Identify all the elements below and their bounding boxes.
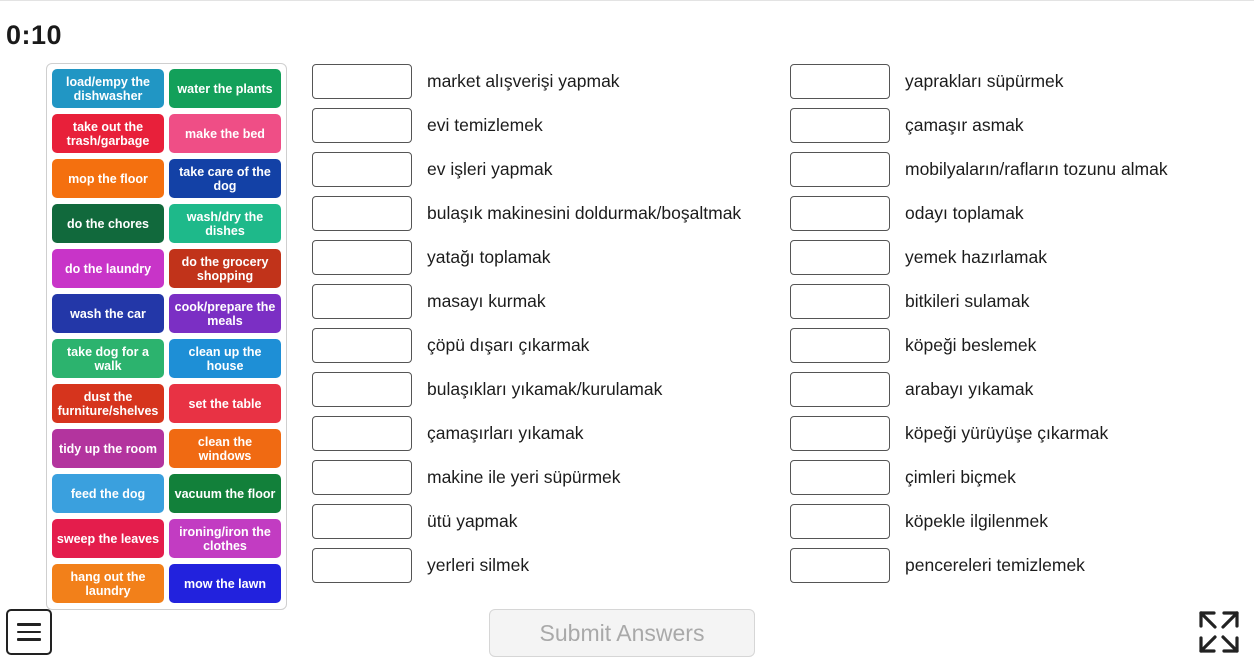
- answer-row: [312, 64, 782, 99]
- answer-row: [790, 108, 1220, 143]
- hamburger-menu-button[interactable]: [6, 609, 52, 655]
- word-tile[interactable]: take care of the dog: [169, 159, 281, 198]
- answer-prompt-label: makine ile yeri süpürmek: [427, 467, 621, 487]
- answer-row: [790, 328, 1220, 363]
- word-tile[interactable]: vacuum the floor: [169, 474, 281, 513]
- answer-prompt-label: bulaşıkları yıkamak/kurulamak: [427, 379, 663, 399]
- answer-drop-zone[interactable]: [790, 240, 890, 275]
- answer-row: [790, 504, 1220, 539]
- answer-drop-zone[interactable]: [312, 64, 412, 99]
- answer-prompt-label: masayı kurmak: [427, 291, 546, 311]
- word-tile[interactable]: tidy up the room: [52, 429, 164, 468]
- answer-drop-zone[interactable]: [312, 372, 412, 407]
- word-tile[interactable]: wash/dry the dishes: [169, 204, 281, 243]
- answer-drop-zone[interactable]: [790, 328, 890, 363]
- word-tile[interactable]: cook/prepare the meals: [169, 294, 281, 333]
- hamburger-menu-icon: [17, 623, 41, 641]
- answer-drop-zone[interactable]: [790, 152, 890, 187]
- answer-row: [312, 284, 782, 319]
- answer-drop-zone[interactable]: [790, 504, 890, 539]
- answer-drop-zone[interactable]: [312, 328, 412, 363]
- answer-prompt-label: mobilyaların/rafların tozunu almak: [905, 159, 1168, 179]
- answers-right-column: [790, 64, 1220, 583]
- word-tile[interactable]: do the chores: [52, 204, 164, 243]
- answer-prompt-label: çimleri biçmek: [905, 467, 1016, 487]
- answer-drop-zone[interactable]: [312, 284, 412, 319]
- answer-drop-zone[interactable]: [312, 152, 412, 187]
- answer-drop-zone[interactable]: [312, 548, 412, 583]
- answer-row: [790, 152, 1220, 187]
- answer-row: [312, 328, 782, 363]
- word-tile[interactable]: feed the dog: [52, 474, 164, 513]
- answer-drop-zone[interactable]: [312, 504, 412, 539]
- answer-prompt-label: odayı toplamak: [905, 203, 1024, 223]
- word-tile[interactable]: mow the lawn: [169, 564, 281, 603]
- answer-prompt-label: ütü yapmak: [427, 511, 518, 531]
- answer-prompt-label: bulaşık makinesini doldurmak/boşaltmak: [427, 203, 742, 223]
- answer-row: [312, 504, 782, 539]
- answer-drop-zone[interactable]: [312, 240, 412, 275]
- answers-left-column: [312, 64, 782, 583]
- answer-prompt-label: ev işleri yapmak: [427, 159, 553, 179]
- answer-prompt-label: çöpü dışarı çıkarmak: [427, 335, 590, 355]
- fullscreen-expand-icon: [1196, 608, 1242, 656]
- word-tile[interactable]: do the grocery shopping: [169, 249, 281, 288]
- answer-drop-zone[interactable]: [790, 284, 890, 319]
- word-tile[interactable]: load/empy the dishwasher: [52, 69, 164, 108]
- answer-row: [312, 416, 782, 451]
- submit-answers-button[interactable]: Submit Answers: [489, 609, 755, 657]
- answer-row: [790, 416, 1220, 451]
- answer-prompt-label: yerleri silmek: [427, 555, 530, 575]
- answer-drop-zone[interactable]: [312, 196, 412, 231]
- answer-prompt-label: çamaşırları yıkamak: [427, 423, 584, 443]
- answer-prompt-label: pencereleri temizlemek: [905, 555, 1085, 575]
- answer-row: [312, 108, 782, 143]
- answer-row: [312, 240, 782, 275]
- answer-row: [790, 284, 1220, 319]
- answer-row: [790, 372, 1220, 407]
- word-tile[interactable]: take out the trash/garbage: [52, 114, 164, 153]
- answer-row: [312, 152, 782, 187]
- timer-display: 0:10: [6, 20, 63, 50]
- answer-row: [312, 372, 782, 407]
- answer-drop-zone[interactable]: [790, 108, 890, 143]
- answer-prompt-label: evi temizlemek: [427, 115, 543, 135]
- answer-prompt-label: yemek hazırlamak: [905, 247, 1047, 267]
- answer-prompt-label: arabayı yıkamak: [905, 379, 1034, 399]
- answer-drop-zone[interactable]: [312, 108, 412, 143]
- word-tile[interactable]: mop the floor: [52, 159, 164, 198]
- answer-prompt-label: köpekle ilgilenmek: [905, 511, 1048, 531]
- word-tile[interactable]: set the table: [169, 384, 281, 423]
- answer-row: [312, 460, 782, 495]
- fullscreen-button[interactable]: [1196, 608, 1242, 656]
- word-tile[interactable]: wash the car: [52, 294, 164, 333]
- answer-drop-zone[interactable]: [312, 416, 412, 451]
- answer-drop-zone[interactable]: [790, 460, 890, 495]
- word-tile[interactable]: dust the furniture/shelves: [52, 384, 164, 423]
- word-tile[interactable]: make the bed: [169, 114, 281, 153]
- answer-drop-zone[interactable]: [790, 64, 890, 99]
- answer-row: [790, 460, 1220, 495]
- answer-row: [790, 548, 1220, 583]
- word-tile[interactable]: sweep the leaves: [52, 519, 164, 558]
- answer-row: [790, 240, 1220, 275]
- answer-prompt-label: market alışverişi yapmak: [427, 71, 620, 91]
- word-tile[interactable]: take dog for a walk: [52, 339, 164, 378]
- word-tile[interactable]: clean the windows: [169, 429, 281, 468]
- top-divider: [0, 0, 1254, 1]
- answer-drop-zone[interactable]: [312, 460, 412, 495]
- answer-prompt-label: bitkileri sulamak: [905, 291, 1030, 311]
- word-tile[interactable]: ironing/iron the clothes: [169, 519, 281, 558]
- answer-row: [790, 196, 1220, 231]
- word-bank-panel: [46, 63, 287, 610]
- answer-row: [312, 196, 782, 231]
- word-tile[interactable]: hang out the laundry: [52, 564, 164, 603]
- answer-drop-zone[interactable]: [790, 372, 890, 407]
- answer-prompt-label: köpeği yürüyüşe çıkarmak: [905, 423, 1109, 443]
- answer-drop-zone[interactable]: [790, 416, 890, 451]
- answer-row: [312, 548, 782, 583]
- answer-prompt-label: köpeği beslemek: [905, 335, 1037, 355]
- word-tile[interactable]: clean up the house: [169, 339, 281, 378]
- word-tile[interactable]: do the laundry: [52, 249, 164, 288]
- answer-prompt-label: yatağı toplamak: [427, 247, 551, 267]
- answer-drop-zone[interactable]: [790, 196, 890, 231]
- word-tile[interactable]: water the plants: [169, 69, 281, 108]
- answer-row: [790, 64, 1220, 99]
- answer-prompt-label: çamaşır asmak: [905, 115, 1024, 135]
- answer-prompt-label: yaprakları süpürmek: [905, 71, 1064, 91]
- answer-drop-zone[interactable]: [790, 548, 890, 583]
